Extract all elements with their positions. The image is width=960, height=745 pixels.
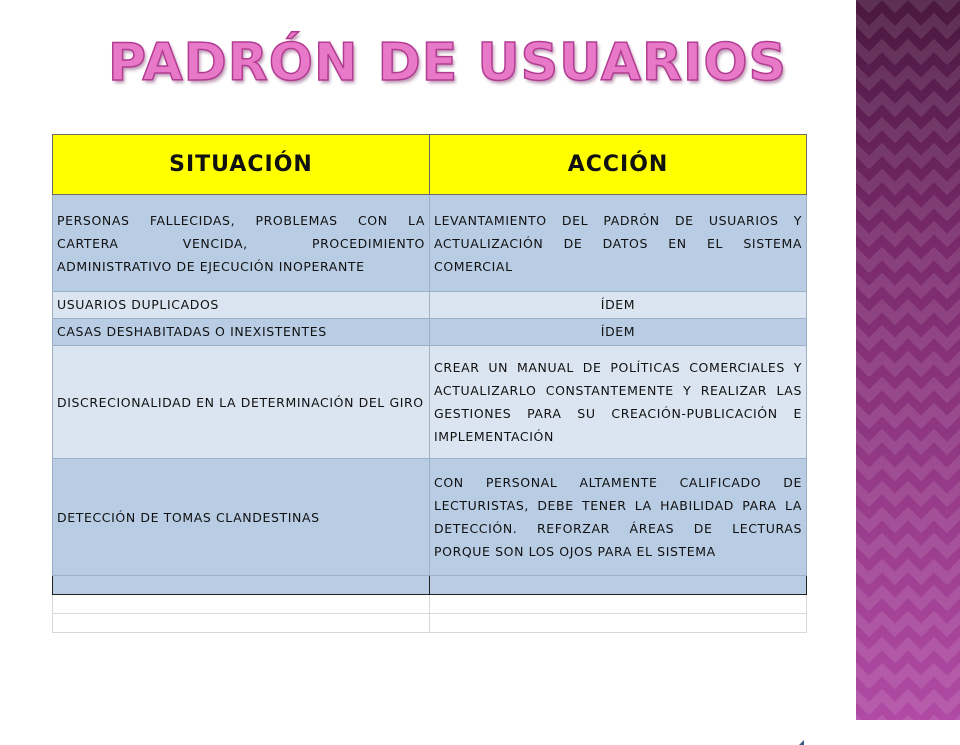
decorative-side-strip xyxy=(856,0,960,720)
table-row-empty xyxy=(53,614,807,633)
cell-empty[interactable] xyxy=(53,595,430,614)
cell-situacion: PERSONAS FALLECIDAS, PROBLEMAS CON LA CARTERA VENCIDA, PROCEDIMIENTO ADMINISTRATIVO DE EJECUCIÓN INOPERANTE xyxy=(53,195,430,292)
header-situacion: SITUACIÓN xyxy=(53,135,430,195)
cell-accion: LEVANTAMIENTO DEL PADRÓN DE USUARIOS Y ACTUALIZACIÓN DE DATOS EN EL SISTEMA COMERCIAL xyxy=(430,195,807,292)
table-row xyxy=(53,459,807,576)
cell-accion: ÍDEM xyxy=(430,292,807,319)
table-row xyxy=(53,292,807,319)
cell-accion: CON PERSONAL ALTAMENTE CALIFICADO DE LECTURISTAS, DEBE TENER LA HABILIDAD PARA LA DETECCIÓN. REFORZAR ÁREAS DE LECTURAS PORQUE SON LOS OJOS PARA EL SISTEMA xyxy=(430,459,807,576)
table-resize-handle[interactable] xyxy=(799,740,804,745)
slide-title: PADRÓN DE USUARIOS xyxy=(108,33,787,93)
cell-situacion: CASAS DESHABITADAS O INEXISTENTES xyxy=(53,319,430,346)
cell-empty[interactable] xyxy=(53,614,430,633)
table-row-empty xyxy=(53,595,807,614)
cell-accion: ÍDEM xyxy=(430,319,807,346)
cell-accion: CREAR UN MANUAL DE POLÍTICAS COMERCIALES Y ACTUALIZARLO CONSTANTEMENTE Y REALIZAR LAS GESTIONES PARA SU CREACIÓN-PUBLICACIÓN E IMPLEMENTACIÓN xyxy=(430,346,807,459)
cell-empty[interactable] xyxy=(430,576,807,595)
header-accion: ACCIÓN xyxy=(430,135,807,195)
table-row xyxy=(53,319,807,346)
cell-situacion: USUARIOS DUPLICADOS xyxy=(53,292,430,319)
table-header-row xyxy=(53,135,807,195)
cell-situacion: DISCRECIONALIDAD EN LA DETERMINACIÓN DEL GIRO xyxy=(53,346,430,459)
table-row xyxy=(53,195,807,292)
situation-action-table xyxy=(52,134,806,633)
cell-situacion: DETECCIÓN DE TOMAS CLANDESTINAS xyxy=(53,459,430,576)
table-row-empty xyxy=(53,576,807,595)
table-row xyxy=(53,346,807,459)
cell-empty[interactable] xyxy=(430,595,807,614)
cell-empty[interactable] xyxy=(53,576,430,595)
cell-empty[interactable] xyxy=(430,614,807,633)
